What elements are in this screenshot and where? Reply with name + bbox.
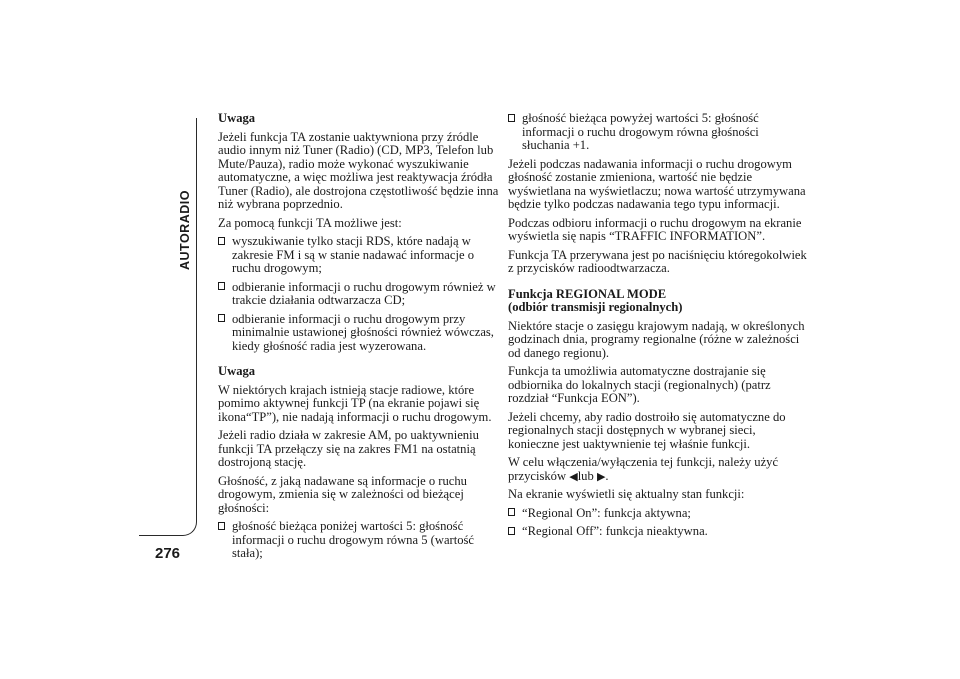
conjunction-text: lub: [577, 468, 594, 483]
paragraph: Funkcja ta umożliwia automatyczne dostrajanie się odbiornika do lokalnych stacji (regionalnych) (patrz rozdział “Funkcja EON”).: [508, 364, 771, 405]
right-arrow-icon: ▶: [596, 469, 606, 483]
list-item-text: głośność bieżąca poniżej wartości 5: głośność informacji o ruchu drogowym równa 5 (wartość stała);: [232, 519, 475, 560]
right-column: [508, 112, 808, 544]
paragraph-text: W celu włączenia/wyłączenia tej funkcji, należy użyć przycisków: [508, 455, 779, 483]
paragraph: Funkcja TA przerywana jest po naciśnięciu któregokolwiek z przycisków radioodtwarzacza.: [508, 247, 807, 275]
list-item: [218, 235, 500, 276]
list-item: [508, 507, 808, 521]
section-heading: Funkcja REGIONAL MODE: [508, 286, 667, 301]
note-paragraph: W niektórych krajach istnieją stacje radiowe, które pomimo aktywnej funkcji TP (na ekranie pojawi się ikona“TP”), nie nadają informacji o ruchu drogowym.: [218, 382, 492, 424]
section-subheading: (odbiór transmisji regionalnych): [508, 300, 683, 314]
note-paragraph: Jeżeli funkcja TA zostanie uaktywniona przy źródle audio innym niż Tuner (Radio) (CD, MP3, Telefon lub Mute/Pauza), radio może wykonać wyszukiwanie automatyczne, a więc możliwa jest reaktywacja źródła Tuner (Radio), ale dostrojona częstotliwość będzie inna niż wybrana poprzednio.: [218, 129, 499, 211]
list-item-text: głośność bieżąca powyżej wartości 5: głośność informacji o ruchu drogowym równa głośności słuchania +1.: [522, 111, 759, 152]
checkbox-bullet-icon: [218, 282, 225, 290]
paragraph: Podczas odbioru informacji o ruchu drogowym na ekranie wyświetla się napis “TRAFFIC INFORMATION”.: [508, 215, 802, 243]
note-heading: Uwaga: [218, 364, 256, 378]
list-item: [218, 520, 500, 561]
list-item: [218, 313, 500, 354]
period-text: .: [605, 468, 609, 483]
intro-paragraph: Za pomocą funkcji TA możliwe jest:: [218, 215, 402, 230]
list-item: [508, 525, 808, 539]
checkbox-bullet-icon: [508, 508, 515, 516]
margin-rule: [139, 118, 197, 536]
paragraph: Jeżeli podczas nadawania informacji o ruchu drogowym głośność zostanie zmieniona, wartość nie będzie wyświetlana na wyświetlaczu; nowa wartość utrzymywana będzie tylko podczas nadawania tego typu informacji.: [508, 156, 806, 211]
checkbox-bullet-icon: [508, 527, 515, 535]
list-item-text: odbieranie informacji o ruchu drogowym również w trakcie działania odtwarzacza CD;: [232, 279, 496, 307]
paragraph: Jeżeli chcemy, aby radio dostroiło się automatyczne do regionalnych stacji dostępnych w wybranej sieci, konieczne jest uaktywnienie tej właśnie funkcji.: [508, 409, 786, 451]
list-item: [508, 112, 808, 153]
paragraph: Na ekranie wyświetli się aktualny stan funkcji:: [508, 487, 745, 501]
list-item-text: “Regional Off”: funkcja nieaktywna.: [522, 524, 708, 538]
checkbox-bullet-icon: [218, 237, 225, 245]
left-arrow-icon: ◀: [569, 469, 578, 483]
paragraph: Niektóre stacje o zasięgu krajowym nadają, w określonych godzinach dnia, programy regionalne (różne w zależności od danego regionu).: [508, 318, 805, 360]
volume-paragraph: Głośność, z jaką nadawane są informacje o ruchu drogowym, zmienia się w zależności od bieżącej głośności:: [218, 473, 467, 515]
section-tab-label: AUTORADIO: [178, 190, 192, 270]
page-number: 276: [155, 545, 181, 562]
list-item-text: “Regional On”: funkcja aktywna;: [522, 505, 691, 520]
list-item-text: odbieranie informacji o ruchu drogowym przy minimalnie ustawionej głośności również wówczas, kiedy głośność radia jest wyzerowana.: [232, 311, 494, 353]
am-paragraph: Jeżeli radio działa w zakresie AM, po uaktywnieniu funkcji TA przełączy się na zakres FM1 na ostatnią dostrojoną stację.: [218, 428, 479, 469]
list-item-text: wyszukiwanie tylko stacji RDS, które nadają w zakresie FM i są w stanie nadawać informacje o ruchu drogowym;: [232, 234, 474, 275]
checkbox-bullet-icon: [508, 114, 515, 122]
list-item: [218, 281, 500, 308]
note-heading: Uwaga: [218, 111, 256, 125]
checkbox-bullet-icon: [218, 522, 225, 530]
left-column: [218, 112, 500, 566]
paragraph: [508, 456, 808, 483]
checkbox-bullet-icon: [218, 314, 225, 322]
